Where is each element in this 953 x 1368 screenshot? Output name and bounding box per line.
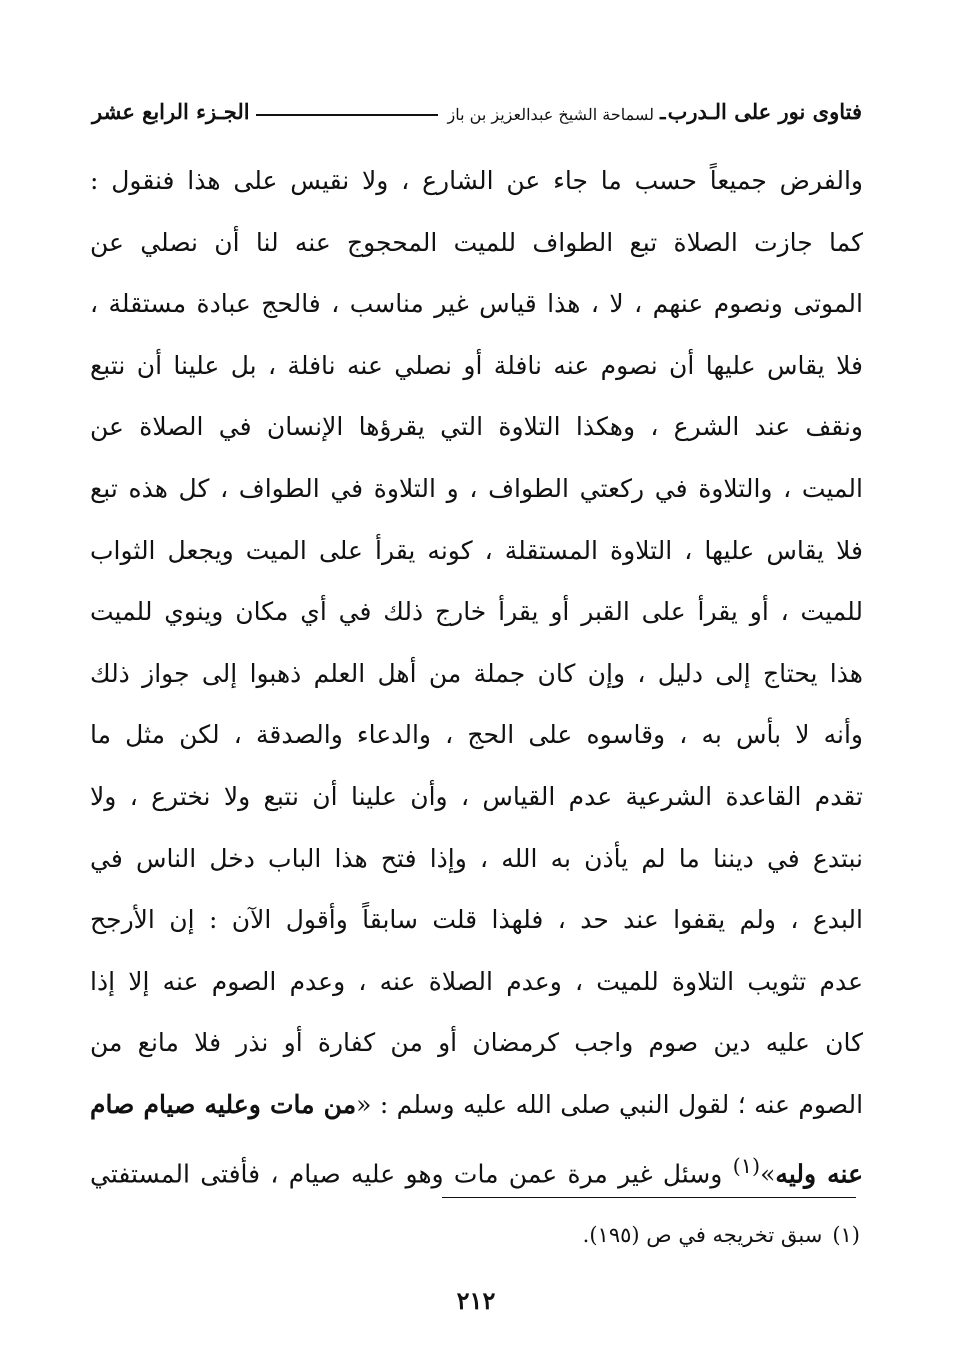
text-segment: الصوم عنه ؛ لقول النبي صلى الله عليه وسلم : « <box>356 1089 863 1119</box>
text-segment: نبتدع في ديننا ما لم يأذن به الله ، وإذا فتح هذا الباب دخل الناس في <box>90 843 863 873</box>
page-number: ٢١٢ <box>456 1286 496 1315</box>
text-line <box>90 520 863 582</box>
text-segment: عدم تثويب التلاوة للميت ، وعدم الصلاة عنه ، وعدم الصوم عنه إلا إذا <box>90 966 863 996</box>
text-line <box>90 889 863 951</box>
footnote-reference: (١) <box>732 1153 761 1178</box>
text-segment: كان عليه دين صوم واجب كرمضان أو من كفارة أو نذر فلا مانع من <box>90 1028 863 1058</box>
footnote-marker: (١) <box>832 1223 860 1247</box>
text-line <box>90 704 863 766</box>
footnote-rule <box>442 1197 856 1198</box>
text-line <box>90 581 863 643</box>
header-rule <box>256 114 438 116</box>
text-line <box>90 212 863 274</box>
text-segment: فلا يقاس عليها أن نصوم عنه نافلة أو نصلي عنه نافلة ، بل علينا أن نتبع <box>90 350 863 380</box>
header-part: الجـزء الرابع عشر <box>92 99 250 124</box>
text-segment: وأنه لا بأس به ، وقاسوه على الحج ، والدعاء والصدقة ، لكن مثل ما <box>90 720 863 750</box>
text-segment: الموتى ونصوم عنهم ، لا ، هذا قياس غير مناسب ، فالحج عبادة مستقلة ، <box>90 289 863 319</box>
text-line <box>90 273 863 335</box>
hadith-quote: من مات وعليه صيام صام <box>90 1089 357 1119</box>
text-line <box>90 951 863 1013</box>
text-segment: للميت ، أو يقرأ على القبر أو يقرأ خارج ذلك في أي مكان وينوي للميت <box>90 597 863 627</box>
text-segment: تقدم القاعدة الشرعية عدم القياس ، وأن علينا أن نتبع ولا نخترع ، ولا <box>90 781 863 811</box>
text-line <box>90 1012 863 1074</box>
text-line <box>90 766 863 828</box>
text-segment: والفرض جميعاً حسب ما جاء عن الشارع ، ولا نقيس على هذا فنقول : <box>90 166 863 195</box>
text-segment: » <box>760 1158 776 1188</box>
footnote <box>300 1220 860 1250</box>
text-line <box>90 1136 863 1198</box>
text-line <box>90 150 863 212</box>
text-line <box>90 643 863 705</box>
header-series-title: فتاوى نور على الـدرب <box>667 99 862 124</box>
text-segment: الميت ، والتلاوة في ركعتي الطواف ، و التلاوة في الطواف ، كل هذه تبع <box>90 473 863 503</box>
footnote-text: سبق تخريجه في ص (١٩٥). <box>582 1223 823 1247</box>
text-segment: كما جازت الصلاة تبع الطواف للميت المحجوج عنه لنا أن نصلي عن <box>90 227 863 257</box>
text-line <box>90 396 863 458</box>
text-segment: وسئل غير مرة عمن مات وهو عليه صيام ، فأفتى المستفتي <box>90 1158 733 1188</box>
text-line <box>90 828 863 890</box>
text-segment: ونقف عند الشرع ، وهكذا التلاوة التي يقرؤها الإنسان في الصلاة عن <box>90 412 863 442</box>
hadith-quote: عنه وليه <box>775 1158 863 1188</box>
header-author: لسماحة الشيخ عبدالعزيز بن باز <box>447 105 654 124</box>
text-line <box>90 458 863 520</box>
text-segment: فلا يقاس عليها ، التلاوة المستقلة ، كونه يقرأ على الميت ويجعل الثواب <box>90 535 863 565</box>
running-header <box>92 84 862 124</box>
text-line <box>90 1074 863 1136</box>
text-segment: هذا يحتاج إلى دليل ، وإن كان جملة من أهل العلم ذهبوا إلى جواز ذلك <box>90 658 863 688</box>
text-segment: البدع ، ولم يقفوا عند حد ، فلهذا قلت سابقاً وأقول الآن : إن الأرجح <box>90 905 863 935</box>
header-dash: ـ <box>659 102 666 124</box>
body-text <box>90 150 863 1197</box>
text-line <box>90 335 863 397</box>
